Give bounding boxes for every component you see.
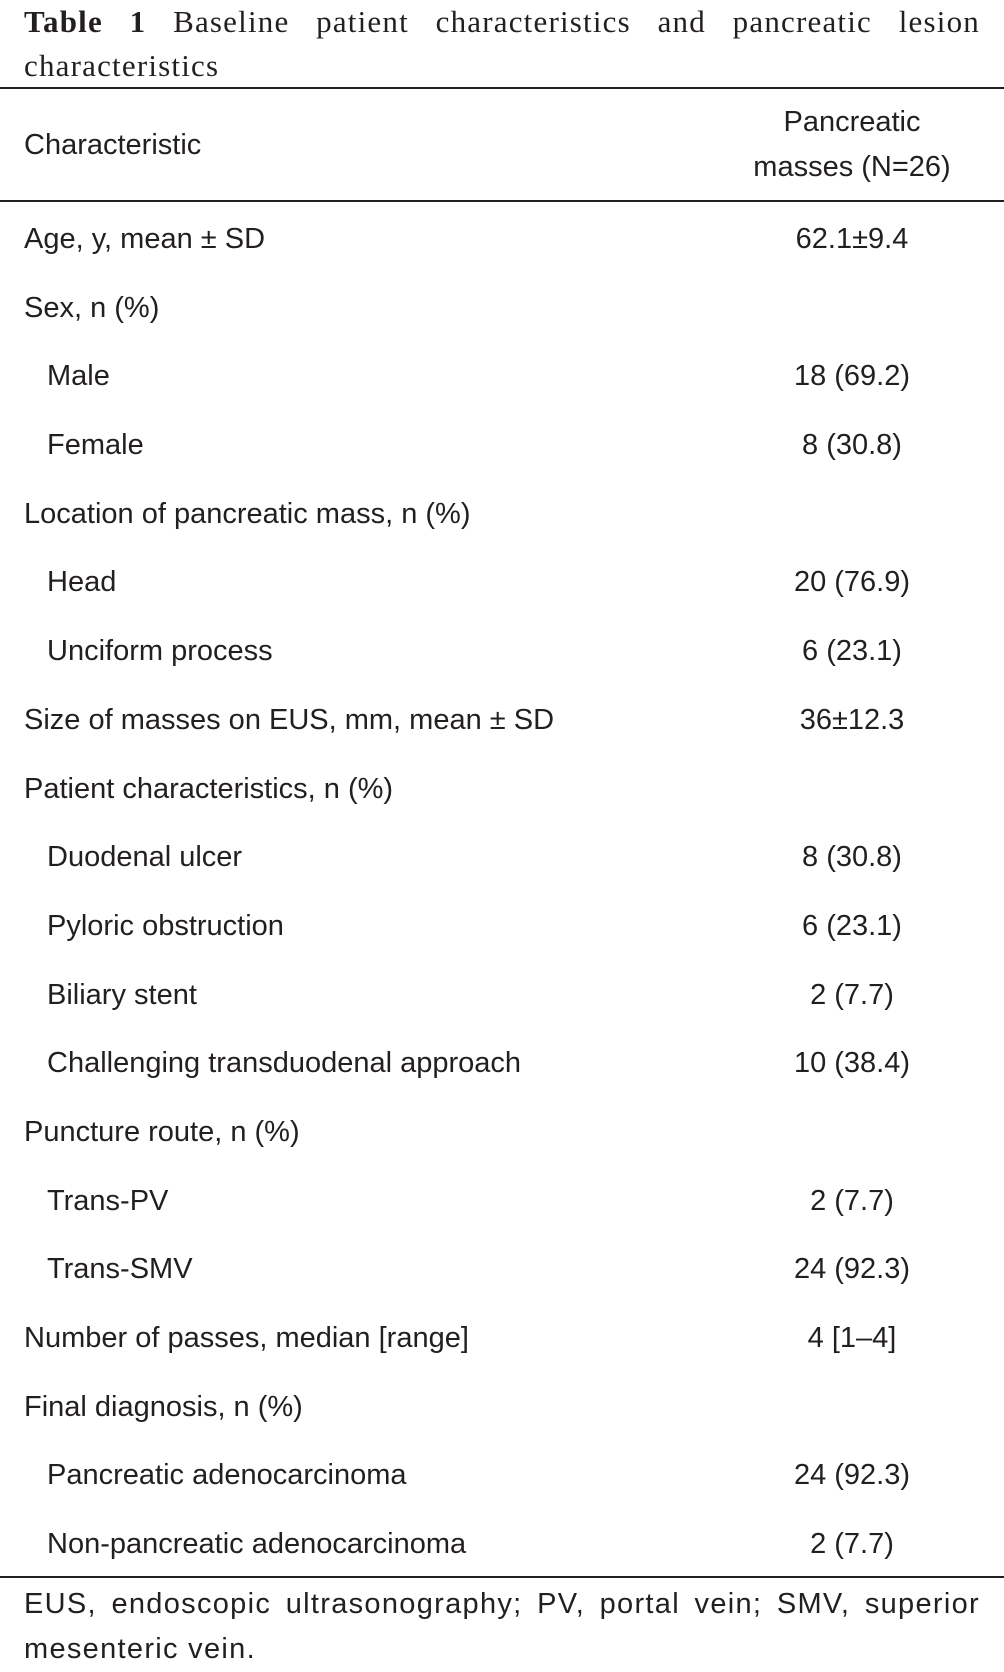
- table-row: [0, 823, 1004, 892]
- row-value: 20 (76.9): [793, 566, 911, 599]
- table-row: [0, 1167, 1004, 1236]
- row-label: Duodenal ulcer: [47, 841, 243, 874]
- table-caption: [24, 0, 980, 88]
- row-label: Unciform process: [47, 635, 273, 668]
- row-label: Pyloric obstruction: [47, 909, 284, 942]
- row-value: 62.1±9.4: [795, 223, 909, 255]
- table-number: Table 1: [24, 4, 147, 39]
- row-label: Final diagnosis, n (%): [24, 1390, 303, 1423]
- row-value: 24 (92.3): [793, 1253, 911, 1286]
- table-row: [0, 1510, 1004, 1579]
- row-label: Sex, n (%): [24, 291, 160, 324]
- row-value: 4 [1–4]: [807, 1322, 897, 1354]
- row-label: Pancreatic adenocarcinoma: [47, 1459, 407, 1492]
- table-row: [0, 480, 1004, 549]
- row-value: 2 (7.7): [810, 978, 894, 1011]
- table-footnote: EUS, endoscopic ultrasonography; PV, portal vein; SMV, superior mesenteric vein.: [24, 1588, 980, 1665]
- table-row: [0, 961, 1004, 1030]
- row-label: Female: [47, 429, 144, 462]
- header-rule: [0, 200, 1004, 202]
- table-row: [0, 1373, 1004, 1442]
- row-label: Challenging transduodenal approach: [47, 1047, 522, 1080]
- row-label: Trans-SMV: [47, 1253, 193, 1286]
- table-row: [0, 892, 1004, 961]
- table-row: [0, 1304, 1004, 1373]
- row-value: 8 (30.8): [802, 841, 902, 874]
- row-value: 2 (7.7): [810, 1528, 894, 1561]
- table-row: [0, 548, 1004, 617]
- table-row: [0, 1029, 1004, 1098]
- row-label: Location of pancreatic mass, n (%): [24, 497, 471, 530]
- row-label: Puncture route, n (%): [24, 1115, 300, 1148]
- row-label: Number of passes, median [range]: [24, 1322, 469, 1354]
- row-value: 2 (7.7): [810, 1184, 894, 1217]
- row-label: Size of masses on EUS, mm, mean ± SD: [24, 703, 555, 736]
- row-label: Trans-PV: [47, 1184, 169, 1217]
- row-label: Age, y, mean ± SD: [24, 223, 266, 255]
- header-column-line1: Pancreatic: [783, 106, 921, 138]
- bottom-rule: [0, 1576, 1004, 1578]
- row-label: Male: [47, 360, 110, 393]
- row-label: Patient characteristics, n (%): [24, 772, 394, 805]
- table-row: [0, 411, 1004, 480]
- table-row: [0, 205, 1004, 274]
- table-row: [0, 342, 1004, 411]
- row-value: 10 (38.4): [793, 1047, 911, 1080]
- table-body: [0, 205, 1004, 1579]
- table-row: [0, 1235, 1004, 1304]
- row-value: 36±12.3: [799, 703, 905, 736]
- row-value: 24 (92.3): [793, 1459, 911, 1492]
- row-label: Head: [47, 566, 117, 599]
- top-rule: [0, 87, 1004, 89]
- table-row: [0, 755, 1004, 824]
- table-title: Baseline patient characteristics and pancreatic lesion characteristics: [24, 4, 980, 83]
- row-label: Non-pancreatic adenocarcinoma: [47, 1528, 467, 1561]
- header-column-line2: masses (N=26): [753, 151, 951, 183]
- table-row: [0, 274, 1004, 343]
- row-label: Biliary stent: [47, 978, 197, 1011]
- table-row: [0, 1441, 1004, 1510]
- row-value: 6 (23.1): [802, 909, 902, 942]
- table-row: [0, 1098, 1004, 1167]
- row-value: 6 (23.1): [802, 635, 902, 668]
- row-value: 8 (30.8): [802, 429, 902, 462]
- table-row: [0, 617, 1004, 686]
- header-characteristic: Characteristic: [24, 129, 202, 161]
- row-value: 18 (69.2): [793, 360, 911, 393]
- table-row: [0, 686, 1004, 755]
- header-column: [700, 100, 1004, 190]
